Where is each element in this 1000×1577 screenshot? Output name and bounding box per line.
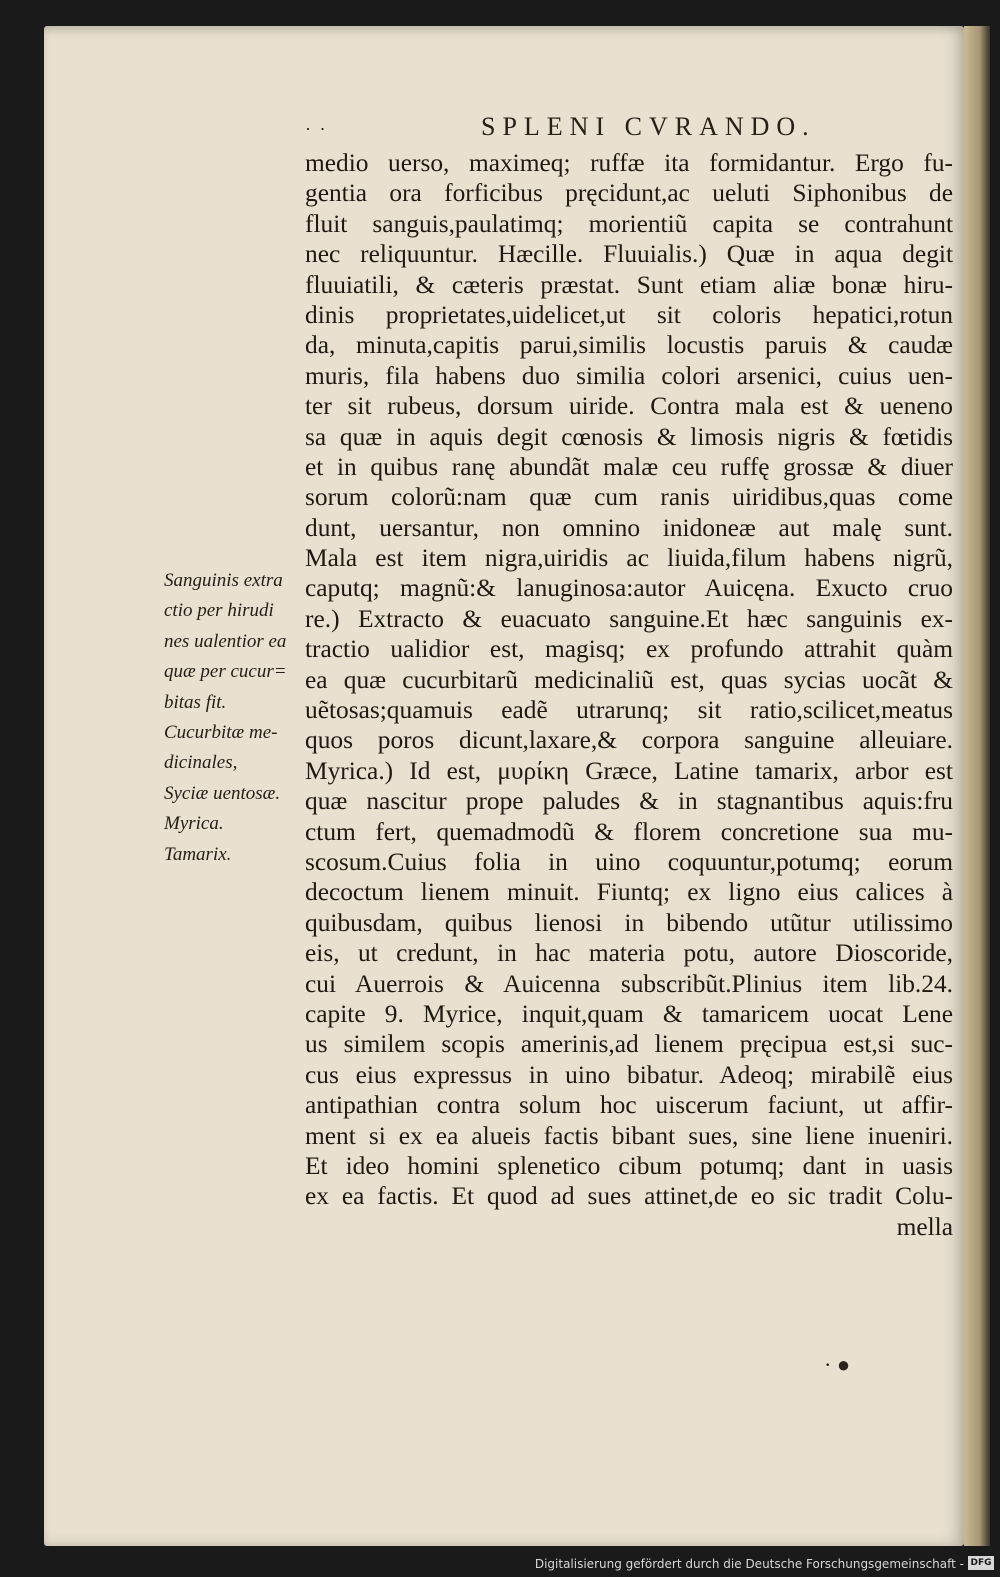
running-head [305, 112, 951, 142]
body-line: caputq; magnũ:& lanuginosa:autor Auicęna. Exucto cruo [305, 574, 953, 603]
footer-credit: Digitalisierung gefördert durch die Deutsche Forschungsgemeinschaft - [534, 1557, 964, 1571]
body-line: ex ea factis. Et quod ad sues attinet,de eo sic tradit Colu- [305, 1182, 953, 1211]
running-head-mark: · · [305, 119, 328, 139]
body-line: antipathian contra solum hoc uiscerum faciunt, ut affir- [305, 1091, 953, 1120]
body-line: capite 9. Myrice, inquit,quam & tamaricem uocat Lene [305, 999, 953, 1028]
body-line: cui Auerrois & Auicenna subscribũt.Plinius item lib.24. [305, 969, 953, 998]
digitization-footer [0, 1546, 1000, 1577]
body-line: us similem scopis amerinis,ad lienem pręcipua est,si suc- [305, 1030, 953, 1059]
body-line: Myrica.) Id est, μυρίκη Græce, Latine tamarix, arbor est [305, 756, 953, 785]
body-line: quæ nascitur prope paludes & in stagnantibus aquis:fru [305, 787, 953, 816]
body-line: scosum.Cuius folia in uino coquuntur,potumq; eorum [305, 847, 953, 876]
running-head-title: SPLENI CVRANDO. [481, 112, 816, 141]
body-line: Mala est item nigra,uiridis ac liuida,filum habens nigrũ, [305, 544, 953, 573]
marginal-note-line: Sanguinis extra [164, 570, 283, 591]
body-line: quos poros dicunt,laxare,& corpora sanguine alleuiare. [305, 726, 953, 755]
body-line: sa quæ in aquis degit cœnosis & limosis nigris & fœtidis [305, 422, 953, 451]
body-line: et in quibus ranę abundãt malæ ceu ruffę grossæ & diuer [305, 452, 953, 481]
body-line: tractio ualidior est, magisq; ex profundo attrahit quàm [305, 635, 953, 664]
body-line: ea quæ cucurbitarũ medicinaliũ est, quas sycias uocãt & [305, 665, 953, 694]
body-line: decoctum lienem minuit. Fiuntq; ex ligno eius calices à [305, 878, 953, 907]
body-line: Et ideo homini splenetico cibum potumq; dant in uasis [305, 1151, 953, 1180]
body-line: cus eius expressus in uino bibatur. Adeoq; mirabilẽ eius [305, 1060, 953, 1089]
body-line: quibusdam, quibus lienosi in bibendo utũtur utilissimo [305, 908, 953, 937]
body-line: re.) Extracto & euacuato sanguine.Et hæc sanguinis ex- [305, 604, 953, 633]
page-edge [964, 26, 990, 1546]
body-text [305, 148, 953, 1242]
marginal-note-line: Myrica. [164, 813, 224, 835]
page-mark: · ● [824, 1352, 851, 1377]
marginal-note-line: ctio per hirudi [164, 600, 274, 622]
catchword: mella [896, 1212, 953, 1241]
marginal-note-line: nes ualentior ea [164, 630, 287, 652]
body-line: ctum fert, quemadmodũ & florem concretione sua mu- [305, 817, 953, 846]
body-line: fluit sanguis,paulatimq; morientiũ capita se contrahunt [305, 209, 953, 238]
body-line: ter sit rubeus, dorsum uiride. Contra mala est & ueneno [305, 392, 953, 421]
dfg-logo: DFG [968, 1556, 994, 1570]
marginal-note-line: Tamarix. [164, 843, 232, 865]
marginal-note [164, 566, 304, 870]
body-line: dunt, uersantur, non omnino inidoneæ aut malę sunt. [305, 513, 953, 542]
body-line: uẽtosas;quamuis eadẽ utrarunq; sit ratio,scilicet,meatus [305, 696, 953, 725]
body-line: dinis proprietates,uidelicet,ut sit coloris hepatici,rotun [305, 300, 953, 329]
marginal-note-line: quæ per cucur= [164, 661, 287, 683]
body-line: sorum colorũ:nam quæ cum ranis uiridibus,quas come [305, 483, 953, 512]
marginal-note-line: Syciæ uentosæ. [164, 782, 281, 804]
marginal-note-line: Cucurbitæ me- [164, 721, 278, 743]
marginal-note-line: bitas fit. [164, 691, 227, 713]
body-line: eis, ut credunt, in hac materia potu, autore Dioscoride, [305, 939, 953, 968]
marginal-note-line: dicinales, [164, 752, 238, 774]
body-line: nec reliquuntur. Hæcille. Fluuialis.) Quæ in aqua degit [305, 240, 953, 269]
body-line: ment si ex ea alueis factis bibant sues, sine liene inueniri. [305, 1121, 953, 1150]
body-line: muris, fila habens duo similia colori arsenici, cuius uen- [305, 361, 953, 390]
body-line: da, minuta,capitis parui,similis locustis paruis & caudæ [305, 331, 953, 360]
body-line: medio uerso, maximeq; ruffæ ita formidantur. Ergo fu- [305, 149, 953, 177]
body-line: gentia ora forficibus pręcidunt,ac ueluti Siphonibus de [305, 179, 953, 208]
body-line: fluuiatili, & cæteris præstat. Sunt etiam aliæ bonæ hiru- [305, 270, 953, 299]
